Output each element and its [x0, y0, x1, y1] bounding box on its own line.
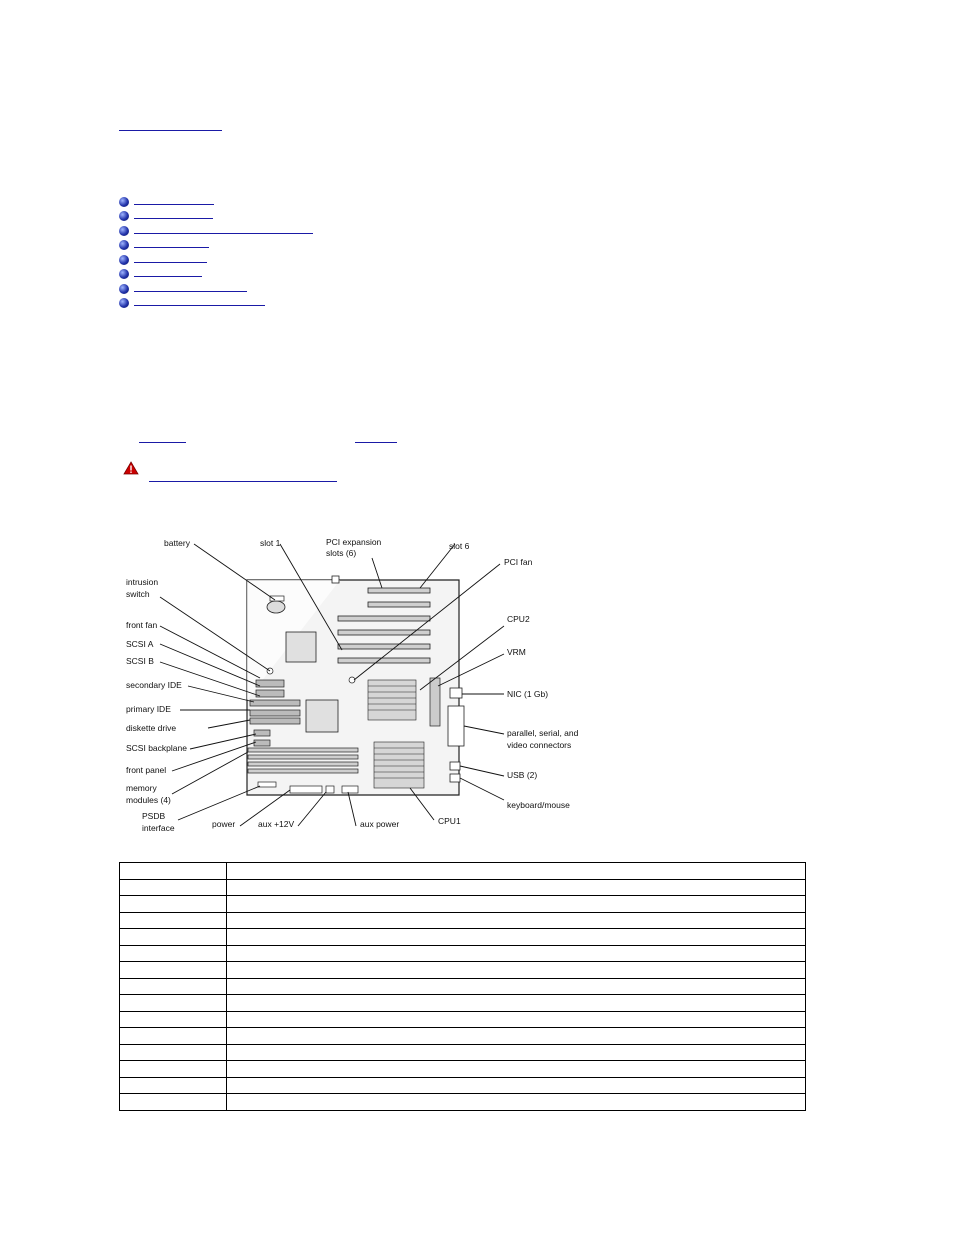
bullet-icon — [119, 284, 129, 294]
connector-table — [119, 862, 806, 1111]
table-row — [120, 1077, 806, 1094]
section-link[interactable] — [134, 233, 313, 234]
table-row — [120, 945, 806, 962]
bullet-icon — [119, 211, 129, 221]
section-link[interactable] — [134, 218, 213, 219]
label-keyboard-mouse: keyboard/mouse — [507, 800, 570, 810]
bullet-icon — [119, 197, 129, 207]
label-slot-1: slot 1 — [260, 538, 281, 548]
section-link[interactable] — [134, 204, 214, 205]
label-parallel-serial-video: parallel, serial, and — [507, 728, 579, 738]
label-vrm: VRM — [507, 647, 526, 657]
label-pci-fan: PCI fan — [504, 557, 533, 567]
bullet-icon — [119, 255, 129, 265]
label-front-fan: front fan — [126, 620, 158, 630]
label-memory-modules: modules (4) — [126, 795, 171, 805]
battery-shape — [267, 601, 285, 613]
table-row — [120, 1044, 806, 1061]
section-link[interactable] — [134, 247, 209, 248]
table-row — [120, 912, 806, 929]
section-link[interactable] — [134, 276, 202, 277]
label-primary-ide: primary IDE — [126, 704, 171, 714]
label-aux-power: aux power — [360, 819, 400, 829]
table-row — [120, 863, 806, 880]
label-scsi-a: SCSI A — [126, 639, 154, 649]
table-row — [120, 978, 806, 995]
label-front-panel: front panel — [126, 765, 167, 775]
label-diskette-drive: diskette drive — [126, 723, 177, 733]
label-aux-12v: aux +12V — [258, 819, 295, 829]
label-battery: battery — [164, 538, 190, 548]
section-link[interactable] — [134, 305, 265, 306]
back-to-contents-link[interactable] — [119, 130, 222, 131]
bullet-icon — [119, 298, 129, 308]
label-pci-expansion: PCI expansion — [326, 537, 382, 547]
label-usb: USB (2) — [507, 770, 538, 780]
label-memory: memory — [126, 783, 157, 793]
label-cpu2: CPU2 — [507, 614, 530, 624]
label-pci-expansion-slots: slots (6) — [326, 548, 357, 558]
label-scsi-b: SCSI B — [126, 656, 154, 666]
table-row — [120, 896, 806, 913]
inline-link[interactable] — [355, 442, 397, 443]
label-power: power — [212, 819, 236, 829]
table-row — [120, 1094, 806, 1111]
label-psdb: PSDB — [142, 811, 166, 821]
bullet-icon — [119, 269, 129, 279]
section-link[interactable] — [134, 262, 207, 263]
warning-link[interactable] — [149, 481, 337, 482]
table-row — [120, 1028, 806, 1045]
label-psdb-interface: interface — [142, 823, 175, 833]
section-link[interactable] — [134, 291, 247, 292]
label-cpu1: CPU1 — [438, 816, 461, 826]
label-intrusion-switch: switch — [126, 589, 150, 599]
label-nic: NIC (1 Gb) — [507, 689, 549, 699]
label-slot-6: slot 6 — [449, 541, 470, 551]
label-secondary-ide: secondary IDE — [126, 680, 182, 690]
label-intrusion: intrusion — [126, 577, 159, 587]
label-scsi-backplane: SCSI backplane — [126, 743, 187, 753]
bullet-icon — [119, 226, 129, 236]
system-board-diagram — [120, 530, 590, 840]
table-row — [120, 929, 806, 946]
inline-link[interactable] — [139, 442, 186, 443]
table-row — [120, 962, 806, 979]
table-row — [120, 1061, 806, 1078]
warning-icon — [123, 461, 139, 475]
table-row — [120, 879, 806, 896]
table-row — [120, 1011, 806, 1028]
bullet-icon — [119, 240, 129, 250]
table-row — [120, 995, 806, 1012]
label-video-connectors: video connectors — [507, 740, 572, 750]
